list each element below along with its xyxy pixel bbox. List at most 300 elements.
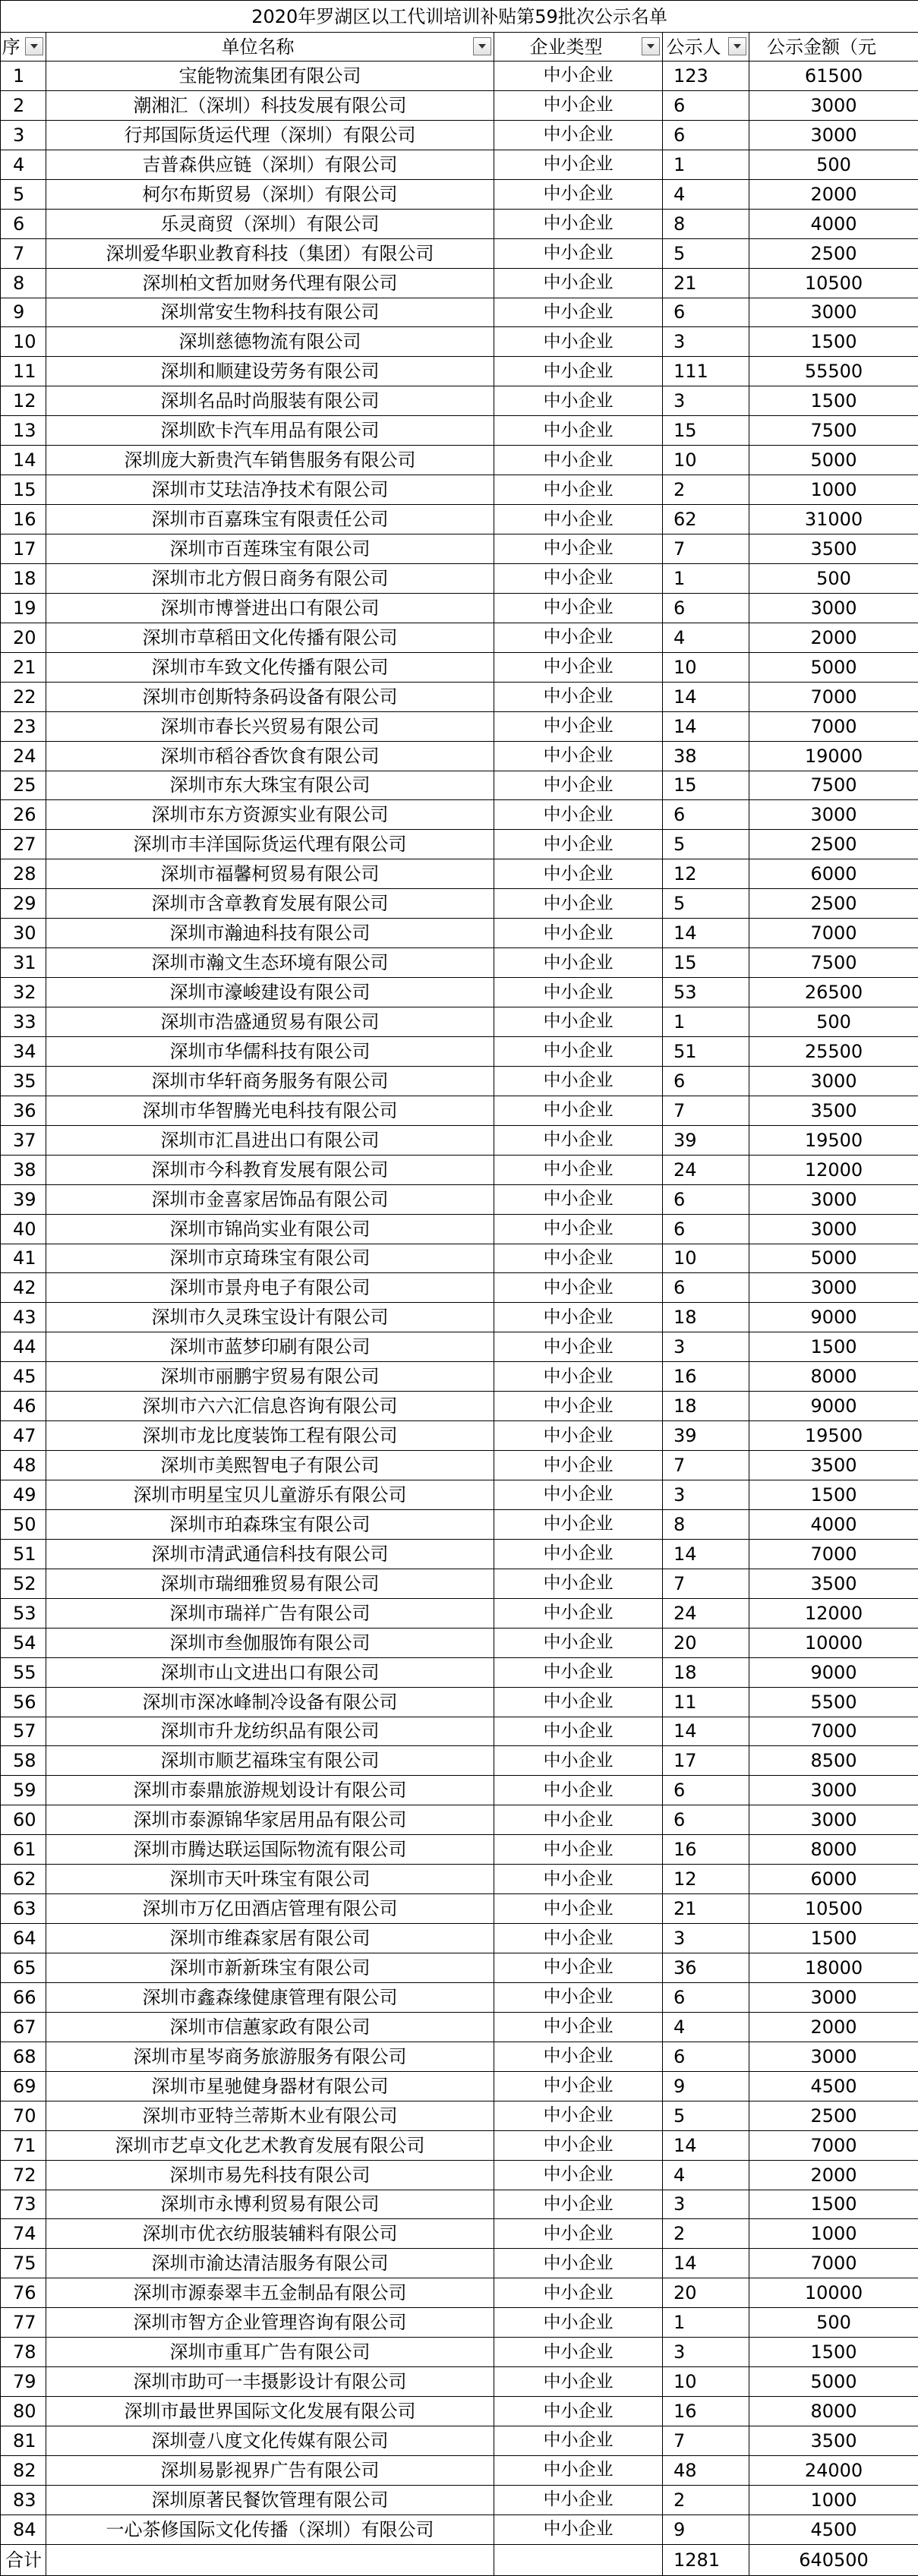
company-type: 中小企业 [494,2160,663,2190]
company-type: 中小企业 [494,2071,663,2101]
amount: 2500 [749,238,918,268]
row-seq: 56 [1,1687,46,1717]
company-name: 深圳市星驰健身器材有限公司 [46,2071,494,2101]
company-name: 深圳欧卡汽车用品有限公司 [46,416,494,446]
company-type: 中小企业 [494,1036,663,1066]
people-count: 6 [663,120,749,150]
company-name: 深圳壹八度文化传媒有限公司 [46,2426,494,2456]
company-name: 深圳市华儒科技有限公司 [46,1036,494,1066]
amount: 2000 [749,2160,918,2190]
people-count: 62 [663,505,749,534]
company-type: 中小企业 [494,327,663,357]
company-name: 吉普森供应链（深圳）有限公司 [46,150,494,179]
table-row [1,948,918,978]
company-name: 深圳市易先科技有限公司 [46,2160,494,2190]
people-count: 14 [663,682,749,711]
amount: 2500 [749,2101,918,2130]
table-row [1,1125,918,1155]
people-count: 1 [663,1007,749,1037]
company-type: 中小企业 [494,1332,663,1362]
amount: 5000 [749,652,918,682]
table-row [1,741,918,771]
amount: 10500 [749,268,918,298]
amount: 8000 [749,2397,918,2426]
company-name: 深圳市美熙智电子有限公司 [46,1451,494,1480]
amount: 7000 [749,711,918,741]
amount: 500 [749,1007,918,1037]
table-row [1,2455,918,2485]
table-row [1,1657,918,1687]
company-name: 深圳市升龙纺织品有限公司 [46,1717,494,1746]
amount: 9000 [749,1303,918,1332]
table-row [1,2101,918,2130]
company-type: 中小企业 [494,416,663,446]
company-type: 中小企业 [494,1066,663,1096]
company-name: 深圳市华轩商务服务有限公司 [46,1066,494,1096]
company-name: 深圳市濠峻建设有限公司 [46,978,494,1007]
company-type: 中小企业 [494,1894,663,1924]
amount: 3000 [749,1273,918,1303]
company-name: 深圳慈德物流有限公司 [46,327,494,357]
row-seq: 81 [1,2426,46,2456]
company-type: 中小企业 [494,1924,663,1953]
row-seq: 84 [1,2515,46,2544]
company-type: 中小企业 [494,150,663,179]
company-name: 深圳市亚特兰蒂斯木业有限公司 [46,2101,494,2130]
table-row [1,416,918,446]
row-seq: 40 [1,1214,46,1244]
title-row [1,1,918,33]
company-name: 深圳市稻谷香饮食有限公司 [46,741,494,771]
company-type: 中小企业 [494,2367,663,2397]
header-seq-label: 序 [1,38,21,56]
total-row [1,2544,918,2575]
amount: 1500 [749,1332,918,1362]
company-name: 深圳市鑫森缘健康管理有限公司 [46,1982,494,2012]
amount: 8000 [749,1835,918,1865]
people-count: 10 [663,446,749,475]
company-type: 中小企业 [494,1096,663,1125]
row-seq: 42 [1,1273,46,1303]
amount: 61500 [749,61,918,91]
table-row [1,2160,918,2190]
table-row [1,150,918,179]
filter-dropdown-icon[interactable] [728,37,746,55]
company-name: 深圳市渝达清洁服务有限公司 [46,2249,494,2278]
company-name: 深圳市创斯特条码设备有限公司 [46,682,494,711]
row-seq: 17 [1,534,46,564]
company-name: 深圳市六六汇信息咨询有限公司 [46,1392,494,1421]
row-seq: 31 [1,948,46,978]
row-seq: 1 [1,61,46,91]
filter-dropdown-icon[interactable] [642,37,660,55]
table-row [1,2071,918,2101]
table-row [1,1776,918,1805]
table-row [1,2397,918,2426]
table-row [1,1480,918,1510]
company-type: 中小企业 [494,948,663,978]
people-count: 2 [663,475,749,505]
company-name: 深圳市永博利贸易有限公司 [46,2190,494,2219]
row-seq: 48 [1,1451,46,1480]
table-row [1,1539,918,1569]
row-seq: 46 [1,1392,46,1421]
company-name: 柯尔布斯贸易（深圳）有限公司 [46,179,494,209]
people-count: 123 [663,61,749,91]
table-row [1,2249,918,2278]
table-row [1,534,918,564]
people-count: 7 [663,1096,749,1125]
amount: 10000 [749,2278,918,2308]
people-count: 8 [663,209,749,238]
amount: 2500 [749,830,918,859]
amount: 2500 [749,889,918,919]
table-row [1,2367,918,2397]
company-name: 深圳市东大珠宝有限公司 [46,771,494,800]
people-count: 39 [663,1125,749,1155]
company-name: 深圳市车致文化传播有限公司 [46,652,494,682]
amount: 1500 [749,2190,918,2219]
company-type: 中小企业 [494,534,663,564]
company-name: 深圳柏文哲加财务代理有限公司 [46,268,494,298]
company-name: 深圳市助可一丰摄影设计有限公司 [46,2367,494,2397]
people-count: 3 [663,1924,749,1953]
amount: 5000 [749,1244,918,1273]
company-name: 深圳市泰鼎旅游规划设计有限公司 [46,1776,494,1805]
company-type: 中小企业 [494,1657,663,1687]
row-seq: 19 [1,593,46,623]
people-count: 51 [663,1036,749,1066]
header-name [46,33,494,61]
table-row [1,2190,918,2219]
company-type: 中小企业 [494,446,663,475]
row-seq: 4 [1,150,46,179]
table-row [1,889,918,919]
people-count: 3 [663,2338,749,2367]
people-count: 16 [663,1362,749,1392]
row-seq: 3 [1,120,46,150]
amount: 3000 [749,1805,918,1835]
amount: 1500 [749,386,918,416]
company-type: 中小企业 [494,238,663,268]
company-type: 中小企业 [494,2338,663,2367]
people-count: 6 [663,1184,749,1214]
row-seq: 20 [1,623,46,652]
company-name: 深圳市艺卓文化艺术教育发展有限公司 [46,2130,494,2160]
company-type: 中小企业 [494,209,663,238]
amount: 7000 [749,1717,918,1746]
people-count: 38 [663,741,749,771]
table-row [1,386,918,416]
amount: 2000 [749,2012,918,2042]
amount: 500 [749,563,918,593]
row-seq: 39 [1,1184,46,1214]
table-row [1,1835,918,1865]
people-count: 24 [663,1155,749,1184]
row-seq: 83 [1,2485,46,2515]
amount: 4500 [749,2071,918,2101]
company-name: 深圳市金喜家居饰品有限公司 [46,1184,494,1214]
company-name: 深圳市龙比度装饰工程有限公司 [46,1421,494,1451]
people-count: 39 [663,1421,749,1451]
people-count: 5 [663,2101,749,2130]
amount: 6000 [749,1865,918,1894]
company-name: 深圳市瀚文生态环境有限公司 [46,948,494,978]
header-name-label: 单位名称 [46,38,469,56]
amount: 1500 [749,2338,918,2367]
row-seq: 70 [1,2101,46,2130]
row-seq: 65 [1,1953,46,1983]
people-count: 18 [663,1392,749,1421]
table-row [1,1451,918,1480]
people-count: 14 [663,711,749,741]
amount: 25500 [749,1036,918,1066]
company-name: 深圳市深冰峰制冷设备有限公司 [46,1687,494,1717]
people-count: 3 [663,2190,749,2219]
company-type: 中小企业 [494,386,663,416]
company-type: 中小企业 [494,1628,663,1657]
people-count: 6 [663,1776,749,1805]
amount: 7000 [749,2249,918,2278]
table-row [1,1894,918,1924]
company-name: 深圳市天叶珠宝有限公司 [46,1865,494,1894]
amount: 3000 [749,90,918,120]
people-count: 5 [663,889,749,919]
company-type: 中小企业 [494,741,663,771]
row-seq: 25 [1,771,46,800]
company-type: 中小企业 [494,505,663,534]
filter-dropdown-icon[interactable] [473,37,491,55]
people-count: 12 [663,859,749,889]
company-name: 深圳市华智腾光电科技有限公司 [46,1096,494,1125]
table-row [1,357,918,386]
people-count: 6 [663,1066,749,1096]
company-name: 深圳易影视界广告有限公司 [46,2455,494,2485]
table-row [1,1244,918,1273]
table-row [1,1865,918,1894]
table-row [1,623,918,652]
people-count: 18 [663,1303,749,1332]
company-type: 中小企业 [494,1362,663,1392]
company-type: 中小企业 [494,978,663,1007]
table-row [1,652,918,682]
company-name: 深圳市草稻田文化传播有限公司 [46,623,494,652]
company-type: 中小企业 [494,2219,663,2249]
company-type: 中小企业 [494,1509,663,1539]
company-type: 中小企业 [494,563,663,593]
company-name: 深圳市博誉进出口有限公司 [46,593,494,623]
header-seq [1,33,46,61]
row-seq: 53 [1,1598,46,1628]
company-type: 中小企业 [494,1125,663,1155]
table-row [1,1924,918,1953]
company-name: 深圳市维森家居有限公司 [46,1924,494,1953]
people-count: 1 [663,150,749,179]
amount: 4000 [749,209,918,238]
amount: 500 [749,150,918,179]
amount: 12000 [749,1155,918,1184]
people-count: 21 [663,268,749,298]
row-seq: 57 [1,1717,46,1746]
people-count: 111 [663,357,749,386]
amount: 19000 [749,741,918,771]
company-type: 中小企业 [494,2042,663,2071]
row-seq: 29 [1,889,46,919]
table-row [1,2485,918,2515]
company-name: 深圳市蓝梦印刷有限公司 [46,1332,494,1362]
company-name: 深圳市重耳广告有限公司 [46,2338,494,2367]
table-row [1,2308,918,2338]
row-seq: 82 [1,2455,46,2485]
company-type: 中小企业 [494,1155,663,1184]
people-count: 14 [663,2130,749,2160]
people-count: 6 [663,90,749,120]
company-type: 中小企业 [494,1835,663,1865]
people-count: 14 [663,1717,749,1746]
table-row [1,2219,918,2249]
table-row [1,2042,918,2071]
row-seq: 26 [1,800,46,830]
company-type: 中小企业 [494,1451,663,1480]
row-seq: 59 [1,1776,46,1805]
company-type: 中小企业 [494,2455,663,2485]
table-row [1,1303,918,1332]
amount: 3500 [749,2426,918,2456]
amount: 3000 [749,1982,918,2012]
company-type: 中小企业 [494,1865,663,1894]
header-amount [749,33,918,61]
amount: 5000 [749,2367,918,2397]
row-seq: 52 [1,1569,46,1598]
company-type: 中小企业 [494,1303,663,1332]
table-row [1,1421,918,1451]
row-seq: 79 [1,2367,46,2397]
table-row [1,298,918,327]
row-seq: 21 [1,652,46,682]
amount: 3000 [749,298,918,327]
company-type: 中小企业 [494,2190,663,2219]
row-seq: 12 [1,386,46,416]
company-type: 中小企业 [494,357,663,386]
total-type-empty [494,2544,663,2575]
table-title: 2020年罗湖区以工代训培训补贴第59批次公示名单 [1,1,918,33]
people-count: 4 [663,2012,749,2042]
row-seq: 44 [1,1332,46,1362]
people-count: 6 [663,1273,749,1303]
people-count: 3 [663,1480,749,1510]
company-name: 深圳市清武通信科技有限公司 [46,1539,494,1569]
amount: 3000 [749,800,918,830]
amount: 1500 [749,1480,918,1510]
company-type: 中小企业 [494,120,663,150]
table-row [1,919,918,948]
company-type: 中小企业 [494,682,663,711]
row-seq: 66 [1,1982,46,2012]
amount: 5500 [749,1687,918,1717]
company-type: 中小企业 [494,1244,663,1273]
row-seq: 45 [1,1362,46,1392]
company-name: 深圳市锦尚实业有限公司 [46,1214,494,1244]
people-count: 11 [663,1687,749,1717]
row-seq: 75 [1,2249,46,2278]
company-name: 深圳市艾珐洁净技术有限公司 [46,475,494,505]
amount: 8500 [749,1746,918,1776]
people-count: 21 [663,1894,749,1924]
company-type: 中小企业 [494,2485,663,2515]
company-name: 深圳市腾达联运国际物流有限公司 [46,1835,494,1865]
people-count: 4 [663,2160,749,2190]
company-type: 中小企业 [494,1717,663,1746]
people-count: 3 [663,386,749,416]
table-row [1,1214,918,1244]
company-type: 中小企业 [494,2130,663,2160]
company-type: 中小企业 [494,1687,663,1717]
people-count: 16 [663,2397,749,2426]
row-seq: 55 [1,1657,46,1687]
table-row [1,475,918,505]
people-count: 36 [663,1953,749,1983]
company-type: 中小企业 [494,1805,663,1835]
company-type: 中小企业 [494,1273,663,1303]
table-row [1,1036,918,1066]
header-amount-label: 公示金额（元 [749,38,894,56]
people-count: 1 [663,2308,749,2338]
amount: 1500 [749,1924,918,1953]
table-row [1,771,918,800]
row-seq: 34 [1,1036,46,1066]
company-name: 深圳市北方假日商务有限公司 [46,563,494,593]
row-seq: 6 [1,209,46,238]
company-name: 深圳市山文进出口有限公司 [46,1657,494,1687]
people-count: 2 [663,2485,749,2515]
row-seq: 51 [1,1539,46,1569]
filter-dropdown-icon[interactable] [25,37,43,55]
row-seq: 7 [1,238,46,268]
row-seq: 13 [1,416,46,446]
company-type: 中小企业 [494,652,663,682]
people-count: 6 [663,1214,749,1244]
company-type: 中小企业 [494,1598,663,1628]
row-seq: 22 [1,682,46,711]
company-type: 中小企业 [494,2101,663,2130]
company-name: 深圳市百莲珠宝有限公司 [46,534,494,564]
company-type: 中小企业 [494,1982,663,2012]
row-seq: 35 [1,1066,46,1096]
people-count: 15 [663,416,749,446]
amount: 19500 [749,1421,918,1451]
table-row [1,2426,918,2456]
company-name: 深圳市瑞祥广告有限公司 [46,1598,494,1628]
amount: 1000 [749,475,918,505]
people-count: 2 [663,2219,749,2249]
table-row [1,593,918,623]
row-seq: 73 [1,2190,46,2219]
table-row [1,1953,918,1983]
row-seq: 15 [1,475,46,505]
people-count: 6 [663,1982,749,2012]
company-name: 深圳市瀚迪科技有限公司 [46,919,494,948]
row-seq: 16 [1,505,46,534]
table-row [1,830,918,859]
row-seq: 2 [1,90,46,120]
table-row [1,1096,918,1125]
people-count: 6 [663,800,749,830]
row-seq: 43 [1,1303,46,1332]
amount: 1500 [749,327,918,357]
company-name: 深圳市信蕙家政有限公司 [46,2012,494,2042]
row-seq: 27 [1,830,46,859]
company-name: 深圳市最世界国际文化发展有限公司 [46,2397,494,2426]
